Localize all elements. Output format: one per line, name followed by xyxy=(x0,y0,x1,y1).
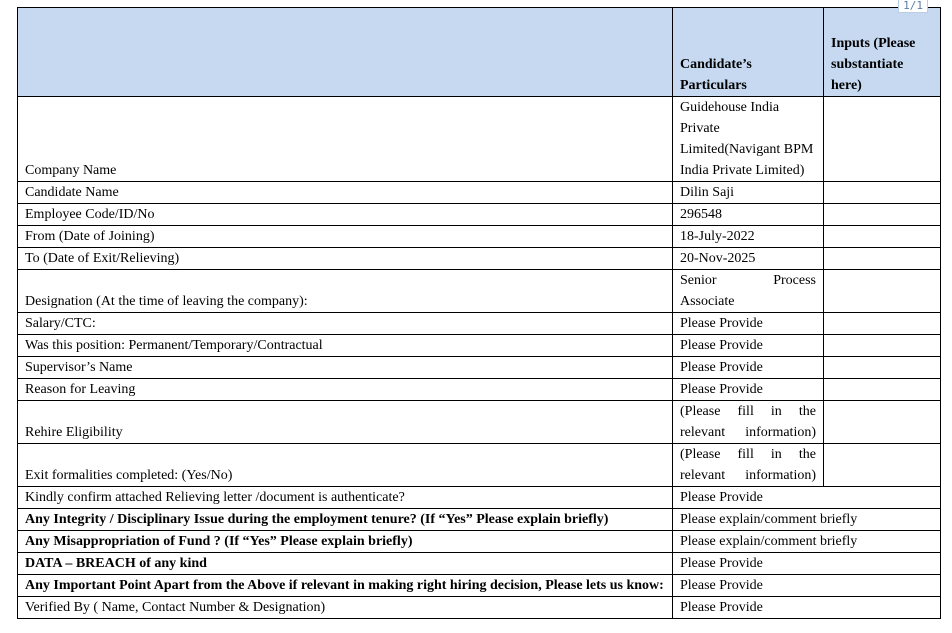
row-value: Please Provide xyxy=(673,487,941,509)
row-input-cell[interactable] xyxy=(824,444,941,487)
table-row xyxy=(18,509,941,531)
row-value: Senior Process Associate xyxy=(673,270,824,313)
table-row xyxy=(18,597,941,619)
table-row xyxy=(18,531,941,553)
row-label: Any Misappropriation of Fund ? (If “Yes” Please explain briefly) xyxy=(18,531,673,553)
row-value: (Please fill in the relevant information) xyxy=(673,401,824,444)
table-row xyxy=(18,204,941,226)
row-input-cell[interactable] xyxy=(824,379,941,401)
row-label: Supervisor’s Name xyxy=(18,357,673,379)
table-row xyxy=(18,182,941,204)
row-value: 20-Nov-2025 xyxy=(673,248,824,270)
table-row xyxy=(18,270,941,313)
row-label: Was this position: Permanent/Temporary/Contractual xyxy=(18,335,673,357)
row-label: To (Date of Exit/Relieving) xyxy=(18,248,673,270)
row-value: Please explain/comment briefly xyxy=(673,531,941,553)
table-row xyxy=(18,444,941,487)
table-row xyxy=(18,248,941,270)
row-input-cell[interactable] xyxy=(824,270,941,313)
row-label: Employee Code/ID/No xyxy=(18,204,673,226)
row-value: Please Provide xyxy=(673,357,824,379)
header-row xyxy=(18,8,941,97)
row-input-cell[interactable] xyxy=(824,335,941,357)
row-value: Please Provide xyxy=(673,597,941,619)
table-row xyxy=(18,357,941,379)
row-input-cell[interactable] xyxy=(824,313,941,335)
row-value: Dilin Saji xyxy=(673,182,824,204)
table-row xyxy=(18,401,941,444)
table-row xyxy=(18,487,941,509)
table-row xyxy=(18,553,941,575)
row-label: Company Name xyxy=(18,97,673,182)
row-label: Salary/CTC: xyxy=(18,313,673,335)
row-label: Exit formalities completed: (Yes/No) xyxy=(18,444,673,487)
row-label: Candidate Name xyxy=(18,182,673,204)
table-row xyxy=(18,97,941,182)
row-label: From (Date of Joining) xyxy=(18,226,673,248)
header-inputs: Inputs (Please substantiate here) xyxy=(824,8,941,97)
table-row xyxy=(18,335,941,357)
header-blank-cell xyxy=(18,8,673,97)
row-value: Please Provide xyxy=(673,553,941,575)
row-input-cell[interactable] xyxy=(824,248,941,270)
row-label: Kindly confirm attached Relieving letter /document is authenticate? xyxy=(18,487,673,509)
verification-form-table xyxy=(17,7,941,619)
table-row xyxy=(18,379,941,401)
row-input-cell[interactable] xyxy=(824,97,941,182)
table-row xyxy=(18,313,941,335)
row-label: Rehire Eligibility xyxy=(18,401,673,444)
row-value: Guidehouse India Private Limited(Navigant BPM India Private Limited) xyxy=(673,97,824,182)
row-label: Designation (At the time of leaving the company): xyxy=(18,270,673,313)
row-input-cell[interactable] xyxy=(824,204,941,226)
row-label: Verified By ( Name, Contact Number & Designation) xyxy=(18,597,673,619)
row-value: Please Provide xyxy=(673,379,824,401)
row-value: 296548 xyxy=(673,204,824,226)
header-candidate-particulars: Candidate’s Particulars xyxy=(673,8,824,97)
row-value: Please Provide xyxy=(673,313,824,335)
row-value: (Please fill in the relevant information) xyxy=(673,444,824,487)
row-label: DATA – BREACH of any kind xyxy=(18,553,673,575)
row-input-cell[interactable] xyxy=(824,226,941,248)
row-input-cell[interactable] xyxy=(824,357,941,379)
row-label: Any Important Point Apart from the Above if relevant in making right hiring decision, Please lets us know: xyxy=(18,575,673,597)
row-value: 18-July-2022 xyxy=(673,226,824,248)
row-value: Please Provide xyxy=(673,575,941,597)
table-row xyxy=(18,226,941,248)
row-label: Reason for Leaving xyxy=(18,379,673,401)
row-input-cell[interactable] xyxy=(824,182,941,204)
row-value: Please Provide xyxy=(673,335,824,357)
table-row xyxy=(18,575,941,597)
row-value: Please explain/comment briefly xyxy=(673,509,941,531)
row-label: Any Integrity / Disciplinary Issue during the employment tenure? (If “Yes” Please explain briefly) xyxy=(18,509,673,531)
page-indicator: 1/1 xyxy=(898,0,928,13)
row-input-cell[interactable] xyxy=(824,401,941,444)
